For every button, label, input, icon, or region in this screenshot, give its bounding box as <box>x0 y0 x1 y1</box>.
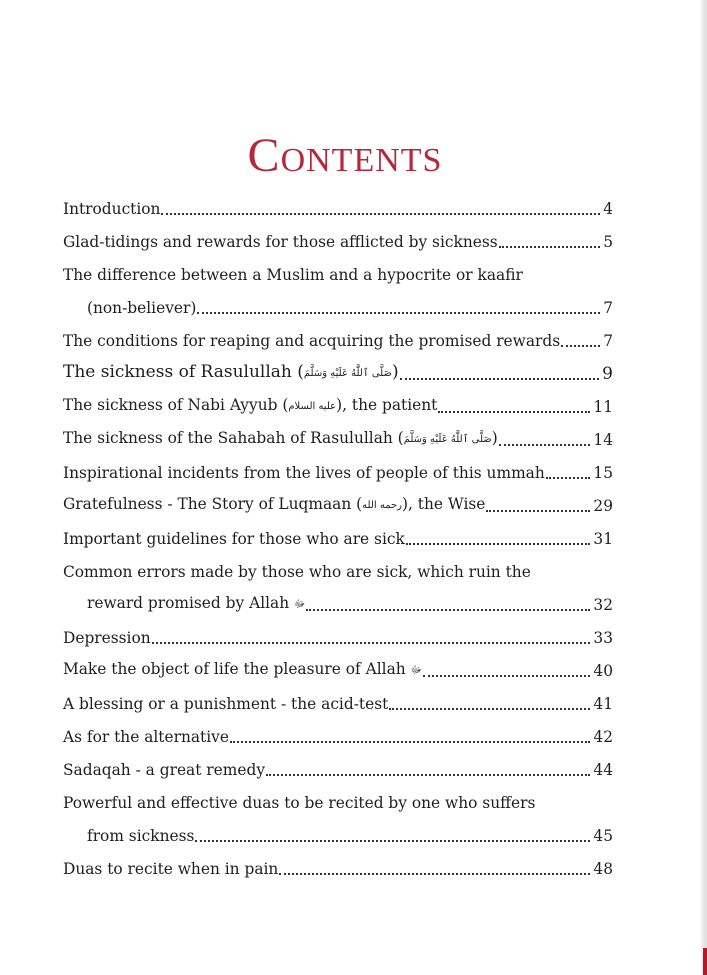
toc-entry-text: Introduction <box>63 200 161 218</box>
toc-entry-nabi-ayyub[interactable] <box>63 389 613 417</box>
page-edge <box>701 0 707 975</box>
toc-entry-gratefulness[interactable] <box>63 488 613 516</box>
dot-leader <box>266 772 590 776</box>
dot-leader <box>406 541 591 545</box>
toc-entry-text: The sickness of Nabi Ayyub (عليه السلام), the patient <box>63 396 438 414</box>
dot-leader <box>400 376 600 380</box>
toc-page-number: 7 <box>603 332 613 350</box>
toc-entry-text: Glad-tidings and rewards for those afflicted by sickness <box>63 233 498 251</box>
toc-page-number: 4 <box>603 200 613 218</box>
toc-page-number: 14 <box>593 431 613 449</box>
toc-page-number: 44 <box>593 761 613 779</box>
bookmark-ribbon <box>703 948 707 975</box>
salutation-glyph: صَلَّى ٱللَّٰهُ عَلَيْهِ وَسَلَّمَ <box>403 434 492 445</box>
toc-page-number: 31 <box>593 530 613 548</box>
dot-leader <box>499 442 591 446</box>
toc-entry-text: The sickness of Rasulullah (صَلَّى ٱللَّٰهُ عَلَيْهِ وَسَلَّمَ) <box>63 362 399 382</box>
toc-entry-common-errors-continued[interactable] <box>87 587 613 615</box>
toc-page-number: 40 <box>593 662 613 680</box>
dot-leader <box>499 244 601 248</box>
allah-glyph: ﷻ <box>410 665 422 676</box>
dot-leader <box>161 211 600 215</box>
dot-leader <box>195 838 590 842</box>
toc-page-number: 7 <box>603 299 613 317</box>
toc-page-number: 33 <box>593 629 613 647</box>
toc-entry-text: The sickness of the Sahabah of Rasulullah (صَلَّى ٱللَّٰهُ عَلَيْهِ وَسَلَّمَ) <box>63 429 498 447</box>
toc-page-number: 15 <box>593 464 613 482</box>
toc-entry-text: Gratefulness - The Story of Luqmaan (رحمه الله), the Wise <box>63 495 486 513</box>
toc-entry-text: reward promised by Allah ﷻ <box>87 594 306 612</box>
toc-entry-conditions[interactable] <box>63 323 613 351</box>
salutation-glyph: صَلَّى ٱللَّٰهُ عَلَيْهِ وَسَلَّمَ <box>303 368 392 379</box>
toc-page-number: 42 <box>593 728 613 746</box>
dot-leader <box>389 706 590 710</box>
toc-page-number: 48 <box>593 860 613 878</box>
toc-entry-sickness-of-rasulullah[interactable] <box>63 356 613 384</box>
toc-entry-text: from sickness <box>87 827 195 845</box>
toc-entry-text: As for the alternative <box>63 728 229 746</box>
dot-leader <box>486 508 590 512</box>
toc-entry-text: Depression <box>63 629 151 647</box>
toc-entry-text: A blessing or a punishment - the acid-test <box>63 695 389 713</box>
toc-page-number: 9 <box>602 364 613 384</box>
dot-leader <box>230 739 590 743</box>
toc-page-number: 5 <box>603 233 613 251</box>
toc-page-number: 29 <box>593 497 613 515</box>
toc-entry-glad-tidings[interactable] <box>63 224 613 252</box>
toc-entry-inspirational[interactable] <box>63 455 613 483</box>
toc-entry-alternative[interactable] <box>63 719 613 747</box>
dot-leader <box>561 343 600 347</box>
toc-entry-guidelines[interactable] <box>63 521 613 549</box>
toc-entry-duas-in-pain[interactable] <box>63 851 613 879</box>
toc-entry-common-errors[interactable] <box>63 554 613 582</box>
toc-entry-text: The conditions for reaping and acquiring the promised rewards <box>63 332 561 350</box>
toc-entry-text: Common errors made by those who are sick, which ruin the <box>63 563 531 581</box>
dot-leader <box>546 475 591 479</box>
dot-leader <box>306 607 590 611</box>
page-title: Contents <box>247 129 443 182</box>
salutation-glyph: عليه السلام <box>288 401 337 412</box>
toc-entry-text: Powerful and effective duas to be recited by one who suffers <box>63 794 536 812</box>
toc-entry-text: Make the object of life the pleasure of Allah ﷻ <box>63 660 422 678</box>
toc-page-number: 32 <box>593 596 613 614</box>
toc-entry-difference-continued[interactable] <box>87 290 613 318</box>
toc-page-number: 11 <box>593 398 613 416</box>
toc-entry-powerful-duas[interactable] <box>63 785 613 813</box>
toc-entry-depression[interactable] <box>63 620 613 648</box>
toc-entry-text: Duas to recite when in pain <box>63 860 279 878</box>
dot-leader <box>197 310 600 314</box>
dot-leader <box>152 640 591 644</box>
salutation-glyph: رحمه الله <box>362 500 403 511</box>
dot-leader <box>438 409 590 413</box>
toc-entry-difference[interactable] <box>63 257 613 285</box>
toc-entry-sadaqah[interactable] <box>63 752 613 780</box>
toc-entry-blessing-or-punishment[interactable] <box>63 686 613 714</box>
toc-entry-text: The difference between a Muslim and a hypocrite or kaafir <box>63 266 523 284</box>
toc-entry-text: Important guidelines for those who are sick <box>63 530 405 548</box>
dot-leader <box>279 871 590 875</box>
toc-entry-introduction[interactable] <box>63 191 613 219</box>
allah-glyph: ﷻ <box>294 599 306 610</box>
toc-entry-text: Sadaqah - a great remedy <box>63 761 266 779</box>
toc-entry-text: Inspirational incidents from the lives of people of this ummah <box>63 464 545 482</box>
toc-entry-object-of-life[interactable] <box>63 653 613 681</box>
toc-page-number: 45 <box>593 827 613 845</box>
toc-entry-sahabah[interactable] <box>63 422 613 450</box>
toc-page-number: 41 <box>593 695 613 713</box>
toc-entry-text: (non-believer) <box>87 299 197 317</box>
dot-leader <box>423 673 591 677</box>
toc-entry-powerful-duas-continued[interactable] <box>87 818 613 846</box>
